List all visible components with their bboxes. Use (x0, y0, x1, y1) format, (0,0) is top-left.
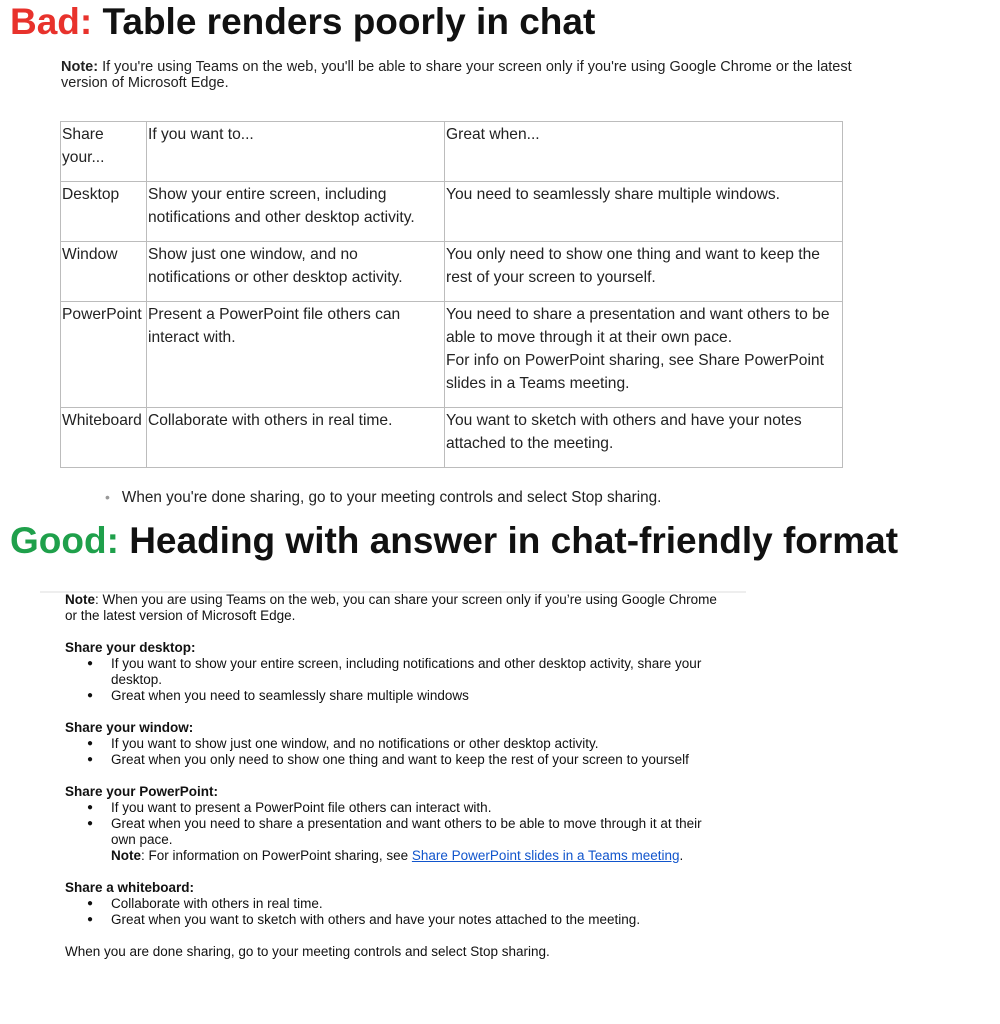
table-cell: Present a PowerPoint file others can interact with. (147, 302, 445, 408)
bullet-dot-icon: • (105, 489, 110, 505)
table-cell: Window (61, 242, 147, 302)
table-cell: Show just one window, and no notifications or other desktop activity. (147, 242, 445, 302)
bad-heading (10, 0, 595, 44)
table-cell-text: For info on PowerPoint sharing, see Share PowerPoint slides in a Teams meeting. (446, 352, 824, 392)
list-item: ● Great when you need to seamlessly share multiple windows (111, 688, 725, 704)
good-footer: When you are done sharing, go to your meeting controls and select Stop sharing. (65, 944, 550, 959)
bad-bullet-item (105, 489, 661, 507)
section-list-desktop (65, 656, 725, 704)
good-note-text: : When you are using Teams on the web, you can share your screen only if you’re using Google Chrome or the latest version of Microsoft Edge. (65, 592, 717, 623)
bad-bullet-text: When you're done sharing, go to your meeting controls and select Stop sharing. (121, 489, 662, 506)
powerpoint-note-text: : For information on PowerPoint sharing, see (141, 848, 412, 863)
powerpoint-note-end: . (679, 848, 684, 863)
table-cell: Collaborate with others in real time. (147, 408, 445, 468)
section-list-whiteboard (65, 896, 725, 928)
bad-title: Table renders poorly in chat (102, 1, 596, 42)
list-item: ● If you want to show your entire screen, including notifications and other desktop activity, share your desktop. (111, 656, 725, 688)
table-cell: Show your entire screen, including notifications and other desktop activity. (147, 182, 445, 242)
section-title-powerpoint: Share your PowerPoint: (65, 784, 219, 799)
section-title-whiteboard: Share a whiteboard: (65, 880, 195, 895)
table-row (61, 242, 843, 302)
list-item: ● Great when you only need to show one thing and want to keep the rest of your screen to yourself (111, 752, 725, 768)
good-note (65, 592, 725, 624)
list-item (111, 816, 725, 864)
table-cell: You need to seamlessly share multiple windows. (445, 182, 843, 242)
share-powerpoint-link[interactable]: Share PowerPoint slides in a Teams meeting (411, 848, 680, 863)
list-item: ● If you want to present a PowerPoint file others can interact with. (111, 800, 725, 816)
section-title-window: Share your window: (65, 720, 194, 735)
bad-note-text: If you're using Teams on the web, you'll be able to share your screen only if you're using Google Chrome or the latest version of Microsoft Edge. (61, 59, 852, 91)
table-cell: PowerPoint (61, 302, 147, 408)
share-options-table (60, 121, 843, 468)
section-list-powerpoint (65, 800, 725, 864)
good-title: Heading with answer in chat-friendly format (129, 520, 899, 561)
table-row (61, 302, 843, 408)
table-header-cell: If you want to... (147, 122, 445, 182)
bad-note-label: Note: (61, 59, 99, 75)
good-note-label: Note (65, 592, 95, 607)
list-item: ● Great when you want to sketch with others and have your notes attached to the meeting. (111, 912, 725, 928)
table-cell (445, 302, 843, 408)
table-header-cell: Share your... (61, 122, 147, 182)
good-prefix: Good: (10, 520, 119, 561)
list-item: ● If you want to show just one window, and no notifications or other desktop activity. (111, 736, 725, 752)
good-content (65, 592, 725, 960)
table-row (61, 182, 843, 242)
table-cell: You want to sketch with others and have your notes attached to the meeting. (445, 408, 843, 468)
section-list-window (65, 736, 725, 768)
list-item-text: Great when you need to share a presentation and want others to be able to move through it at their own pace. (111, 816, 702, 847)
table-cell-text: You need to share a presentation and want others to be able to move through it at their own pace. (446, 306, 830, 346)
good-heading (10, 519, 898, 563)
table-header-row (61, 122, 843, 182)
table-cell: Desktop (61, 182, 147, 242)
table-row (61, 408, 843, 468)
section-title-desktop: Share your desktop: (65, 640, 196, 655)
table-cell: Whiteboard (61, 408, 147, 468)
table-cell: You only need to show one thing and want to keep the rest of your screen to yourself. (445, 242, 843, 302)
powerpoint-note-label: Note (111, 848, 141, 863)
bad-note (61, 59, 881, 91)
bad-prefix: Bad: (10, 1, 93, 42)
table-header-cell: Great when... (445, 122, 843, 182)
list-item: ● Collaborate with others in real time. (111, 896, 725, 912)
